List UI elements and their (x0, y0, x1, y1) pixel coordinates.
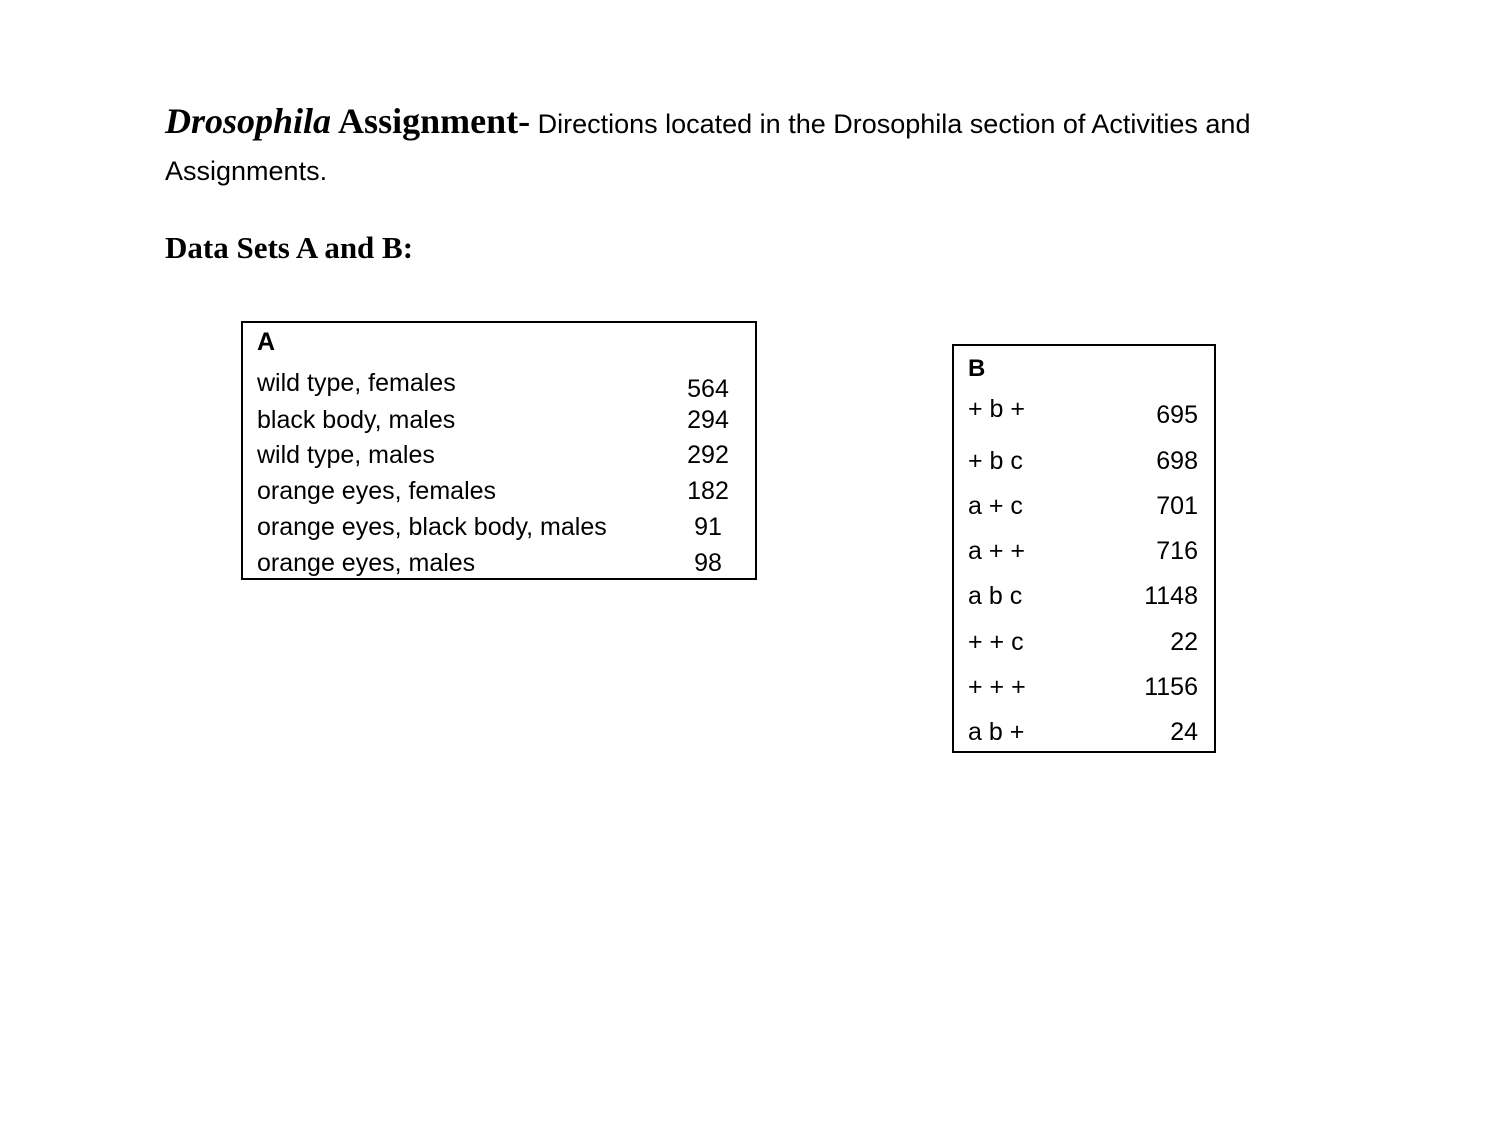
data-set-a-row (243, 368, 755, 403)
assignment-directions: Directions located in the Drosophila section of Activities and Assignments. (165, 109, 1251, 186)
row-value: 182 (687, 477, 729, 505)
row-label: orange eyes, females (257, 477, 497, 505)
row-value: 716 (1156, 537, 1198, 565)
row-label: + b c (968, 447, 1023, 475)
row-label: a + c (968, 492, 1023, 520)
row-label: a b + (968, 718, 1025, 746)
row-value: 564 (687, 375, 729, 403)
row-value: 294 (687, 406, 729, 434)
row-label: orange eyes, males (257, 549, 476, 577)
row-value: 695 (1156, 401, 1198, 429)
row-value: 22 (1170, 628, 1198, 656)
assignment-heading (165, 100, 1365, 197)
data-set-a-label: A (257, 328, 276, 356)
title-italic-word: Drosophila (165, 101, 332, 141)
row-value: 1156 (1144, 673, 1198, 701)
data-set-b-box (952, 344, 1216, 753)
row-label: wild type, females (257, 369, 456, 397)
row-label: + b + (968, 395, 1025, 423)
assignment-title (165, 101, 530, 141)
data-set-b-row (954, 717, 1214, 747)
row-value: 98 (694, 549, 722, 577)
data-set-a-row (243, 548, 755, 578)
data-set-b-row (954, 394, 1214, 429)
data-set-a-box (241, 321, 757, 580)
row-label: a + + (968, 537, 1025, 565)
data-set-b-label: B (968, 355, 986, 382)
row-label: + + c (968, 628, 1024, 656)
row-value: 292 (687, 441, 729, 469)
data-set-a-row (243, 476, 755, 506)
row-value: 698 (1156, 447, 1198, 475)
row-label: wild type, males (257, 441, 435, 469)
row-value: 91 (694, 513, 722, 541)
row-value: 701 (1156, 492, 1198, 520)
data-set-b-row (954, 581, 1214, 611)
data-set-a-row (243, 440, 755, 470)
data-set-b-row (954, 491, 1214, 521)
data-set-a-row (243, 405, 755, 435)
title-rest: Assignment- (331, 101, 531, 141)
data-set-b-row (954, 627, 1214, 657)
data-set-b-row (954, 536, 1214, 566)
data-set-b-row (954, 672, 1214, 702)
row-value: 1148 (1144, 582, 1198, 610)
row-label: a b c (968, 582, 1023, 610)
data-sets-subheading: Data Sets A and B: (165, 230, 414, 265)
row-label: orange eyes, black body, males (257, 513, 607, 541)
data-set-b-row (954, 446, 1214, 476)
row-label: + + + (968, 673, 1026, 701)
row-value: 24 (1170, 718, 1198, 746)
data-set-a-row (243, 512, 755, 542)
row-label: black body, males (257, 406, 456, 434)
